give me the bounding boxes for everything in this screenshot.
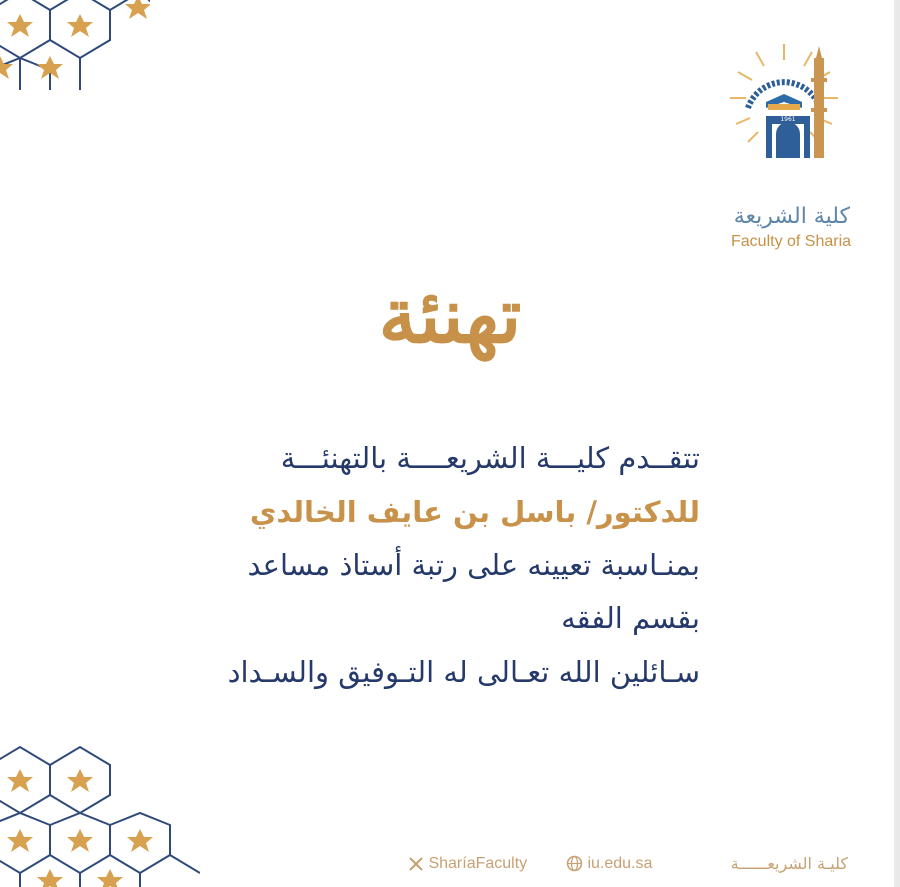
message-line-3: بمنـاسبة تعيينه على رتبة أستاذ مساعد [247,548,700,582]
website-text: iu.edu.sa [587,855,653,872]
university-emblem-icon [726,38,852,200]
geometric-pattern-bottom [0,745,200,887]
footer-website[interactable] [566,852,661,876]
logo-name-arabic: كلية الشريعة [733,204,850,229]
geometric-pattern-top [0,0,150,90]
logo-name-english: Faculty of Sharia [731,233,852,250]
congratulations-title: تهنئة [378,271,522,360]
footer-faculty-name: كليـة الشريعــــــة [730,854,848,873]
globe-icon [566,855,583,872]
message-line-1: تتقــدم كليـــة الشريعــــة بالتهنئـــة [280,441,700,475]
footer-x-handle[interactable] [408,852,543,876]
x-handle-text: SharíaFaculty [428,855,528,872]
faculty-logo [726,38,852,250]
x-logo-icon [408,856,424,872]
svg-text:1961: 1961 [780,116,796,123]
message-line-5: سـائلين الله تعـالى له التـوفيق والسـداد [227,655,700,689]
message-line-4: بقسم الفقه [561,601,700,635]
message-line-2: للدكتور/ باسل بن عايف الخالدي [249,495,700,529]
